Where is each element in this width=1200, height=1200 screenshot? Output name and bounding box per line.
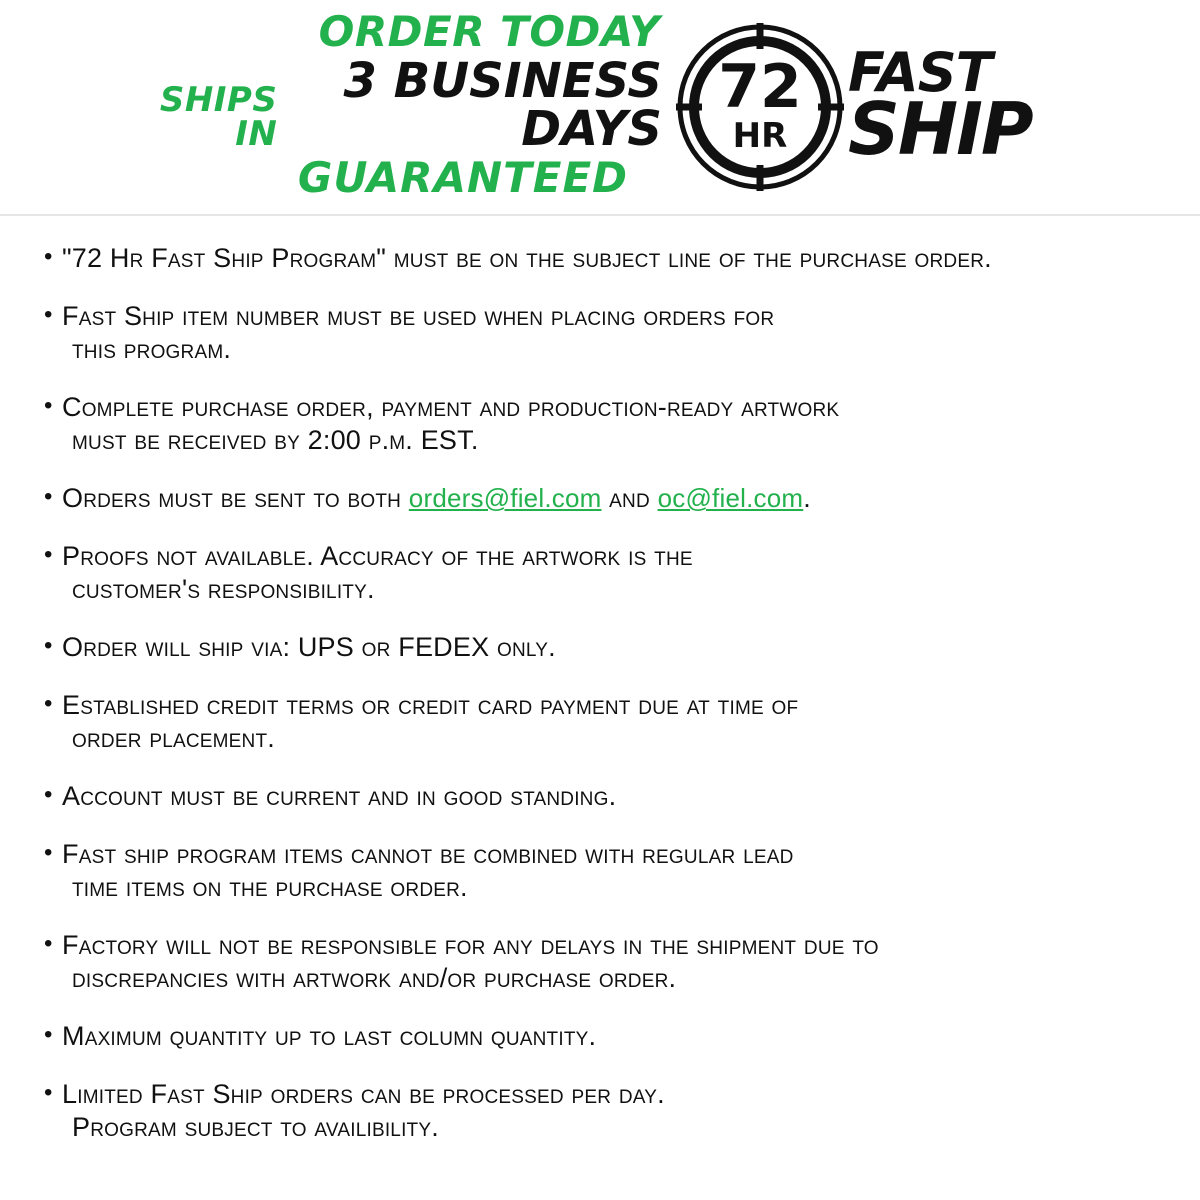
term-text [62,300,774,366]
badge-unit: HR [732,116,788,156]
term-line-2: order placement. [72,723,275,753]
fast-ship-wordmark [848,40,1058,172]
bullet-icon: • [44,483,53,510]
term-text [62,1020,596,1053]
term-line-1: Factory will not be responsible for any delays in the shipment due to [62,930,879,960]
list-item [44,482,1156,515]
term-text [62,391,839,457]
term-line-1: Proofs not available. Accuracy of the artwork is the [62,541,693,571]
bullet-icon: • [44,541,53,568]
term-text [62,838,794,904]
bullet-icon: • [44,243,53,270]
term-line-1: Order will ship via: UPS or FEDEX only. [62,632,556,662]
header-banner [0,0,1200,216]
list-item [44,631,1156,664]
bullet-icon: • [44,781,53,808]
term-line-1: "72 Hr Fast Ship Program" must be on the subject line of the purchase order. [62,243,992,273]
header-content [0,0,1200,214]
term-text [62,689,798,755]
term-line-1-pre: Orders must be sent to both [62,483,409,513]
oc-email-link[interactable]: oc@fiel.com [657,483,804,513]
promo-ships-line [142,53,662,157]
term-text-emails [62,482,811,515]
promo-text-block [142,7,670,202]
term-line-1-post: . [803,483,811,513]
term-text [62,780,616,813]
promo-business-days: 3 BUSINESS DAYS [343,53,662,157]
term-line-1: Complete purchase order, payment and production-ready artwork [62,392,840,422]
bullet-icon: • [44,839,53,866]
term-line-2: customer's responsibility. [72,574,375,604]
term-line-1: Fast ship program items cannot be combined with regular lead [62,839,794,869]
bullet-icon: • [44,301,53,328]
bullet-icon: • [44,930,53,957]
bullet-icon: • [44,1079,53,1106]
badge-number: 72 [718,52,802,122]
term-line-2: discrepancies with artwork and/or purchase order. [72,963,677,993]
terms-list [0,216,1200,1144]
term-line-1: Account must be current and in good standing. [62,781,617,811]
promo-guaranteed: GUARANTEED [297,153,628,202]
list-item [44,242,1156,275]
orders-email-link[interactable]: orders@fiel.com [408,483,602,513]
list-item [44,540,1156,606]
term-line-1: Maximum quantity up to last column quantity. [62,1021,597,1051]
term-line-1: Established credit terms or credit card payment due at time of [62,690,799,720]
bullet-icon: • [44,392,53,419]
bullet-icon: • [44,632,53,659]
seventy-two-hour-badge-icon [676,23,844,191]
term-text [62,1078,665,1144]
term-text [62,242,992,275]
term-text [62,929,879,995]
list-item [44,780,1156,813]
promo-ships-in: SHIPS IN [159,80,278,154]
term-line-1: Fast Ship item number must be used when placing orders for [62,301,775,331]
list-item [44,929,1156,995]
list-item [44,1078,1156,1144]
list-item [44,1020,1156,1053]
bullet-icon: • [44,690,53,717]
term-line-2: time items on the purchase order. [72,872,468,902]
term-line-2: this program. [72,334,232,364]
wordmark-fast: FAST [848,40,992,104]
term-line-2: must be received by 2:00 p.m. EST. [72,425,479,455]
term-line-1-mid: and [601,483,658,513]
term-text [62,540,693,606]
term-line-1: Limited Fast Ship orders can be processed per day. [62,1079,665,1109]
promo-order-today: ORDER TODAY [318,7,660,56]
list-item [44,689,1156,755]
term-line-2: Program subject to availibility. [72,1112,439,1142]
list-item [44,838,1156,904]
bullet-icon: • [44,1021,53,1048]
term-text [62,631,556,664]
wordmark-ship: SHIP [848,87,1032,172]
list-item [44,391,1156,457]
list-item [44,300,1156,366]
